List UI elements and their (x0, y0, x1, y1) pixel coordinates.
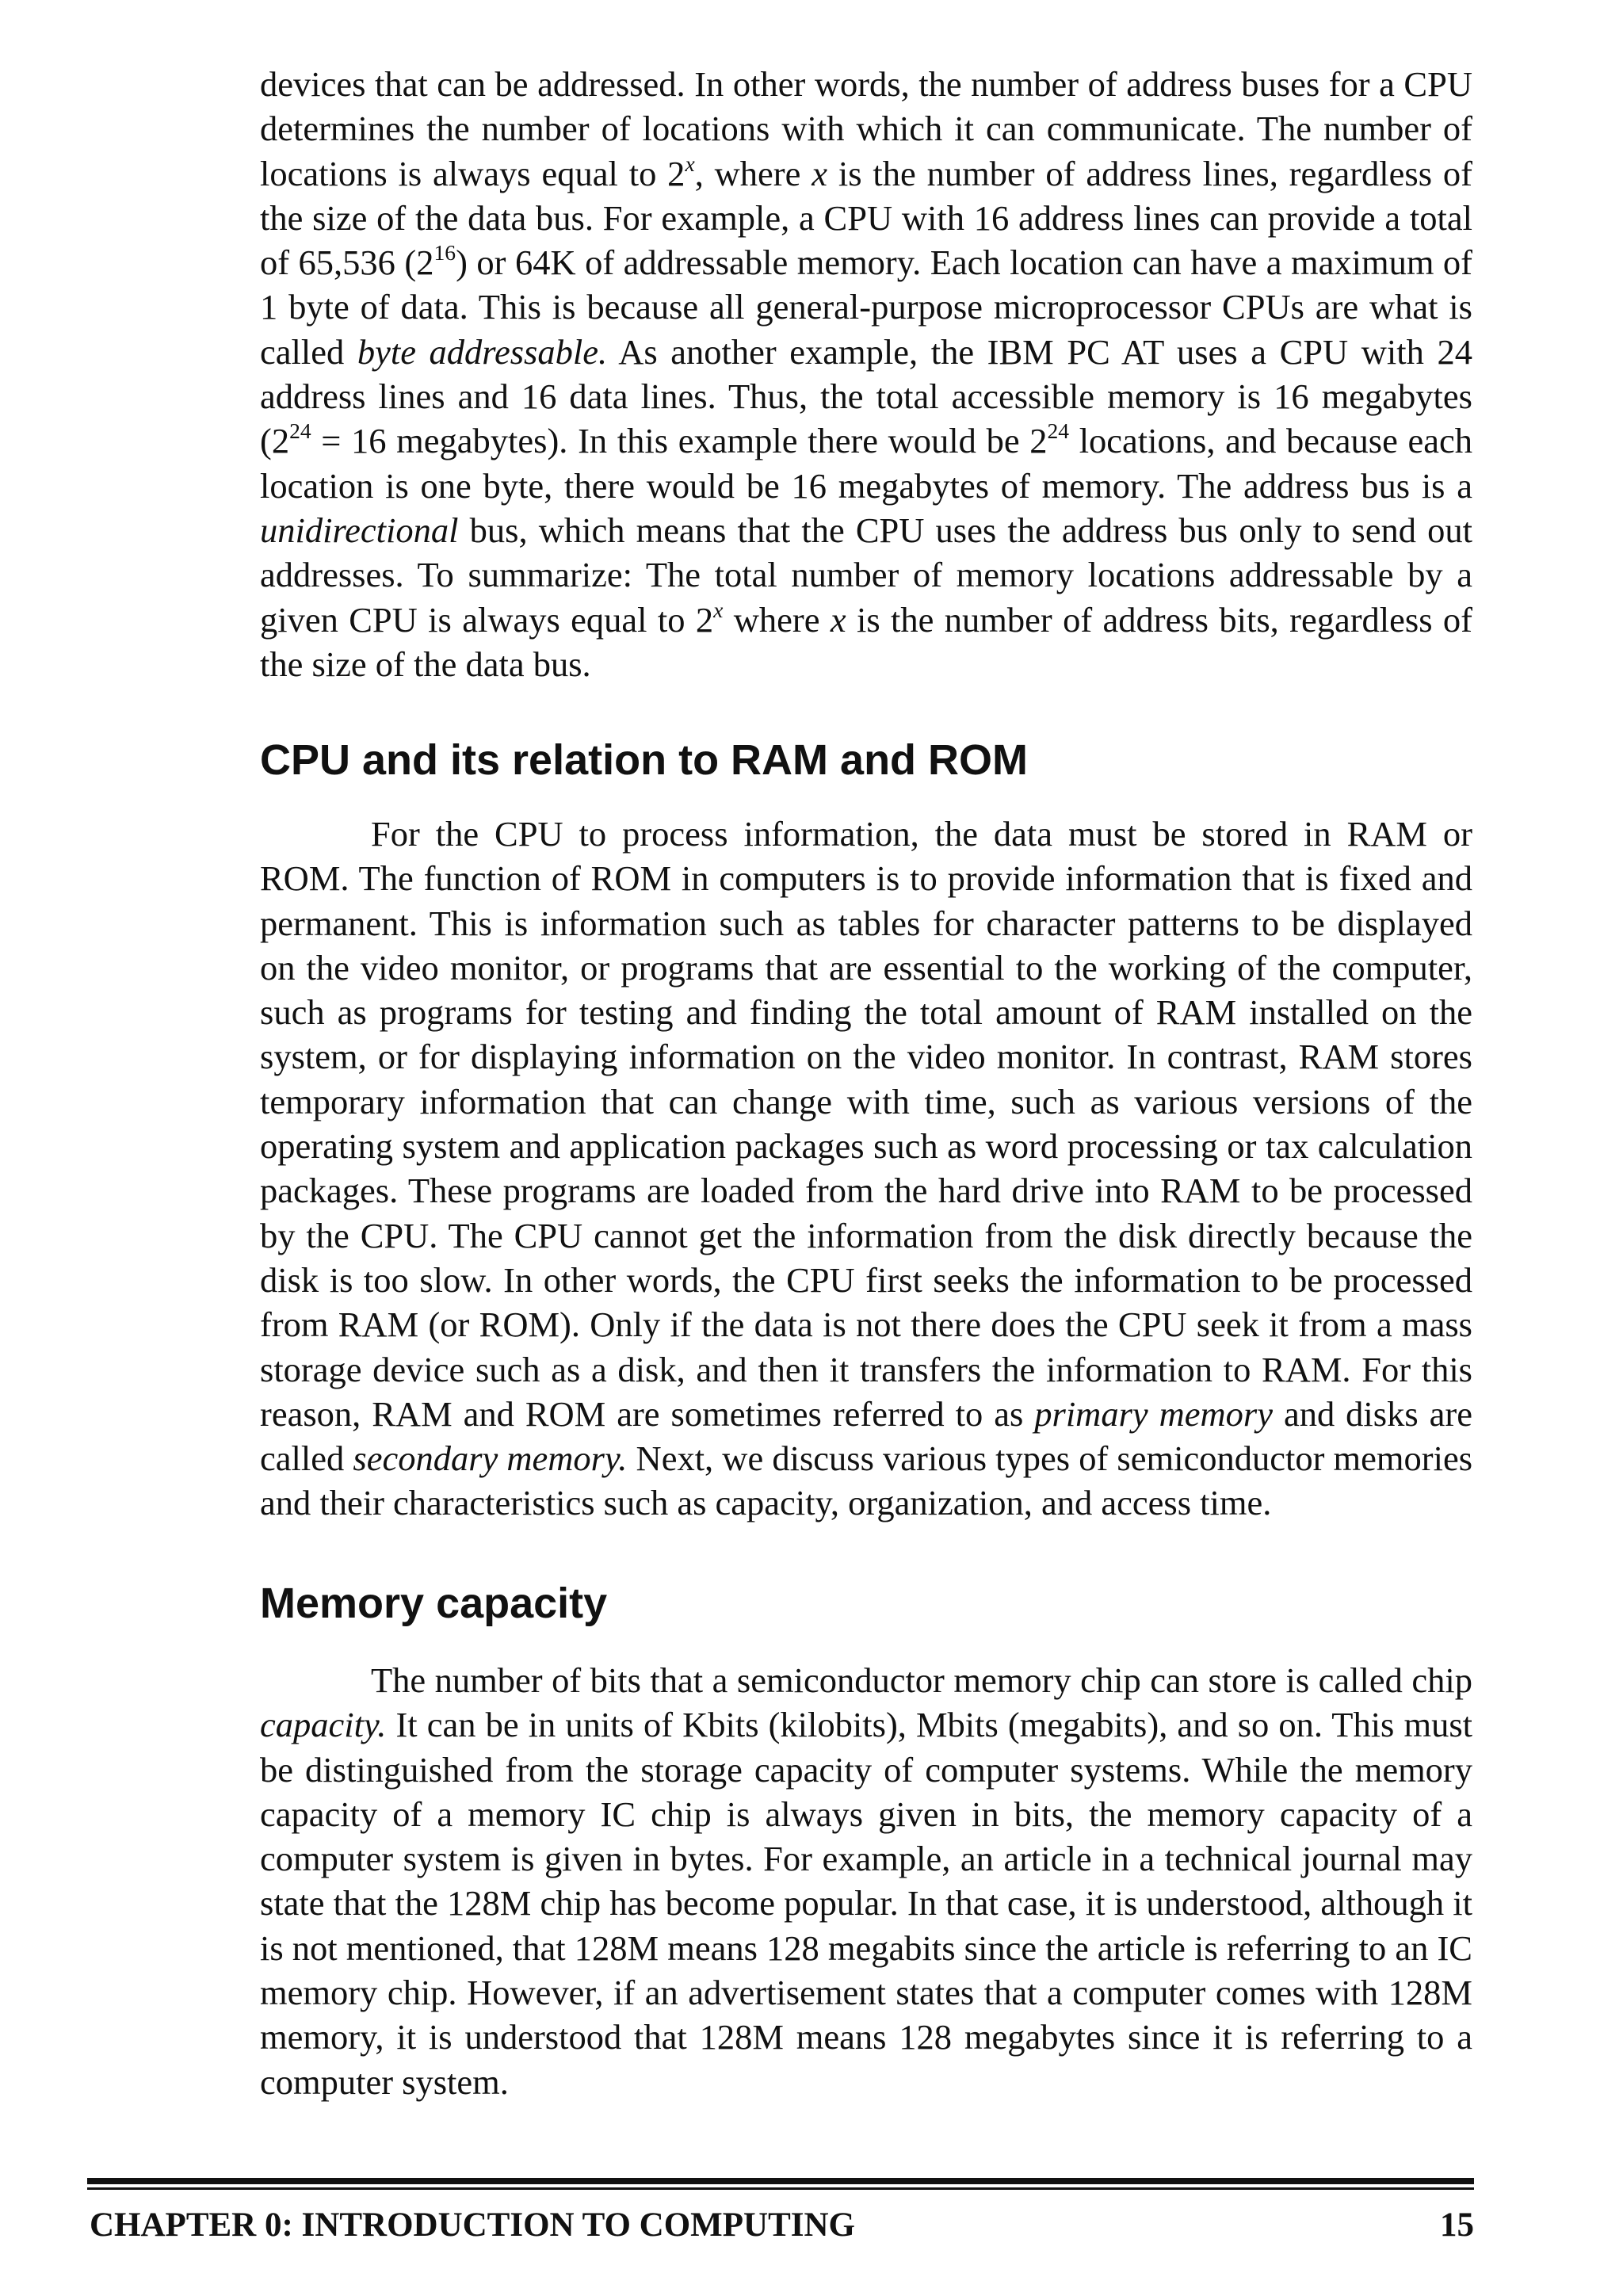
section-heading-memory-capacity: Memory capacity (260, 1580, 608, 1627)
footer-rule-thin (87, 2187, 1474, 2190)
paragraph-memory-capacity-text: The number of bits that a semiconductor memory chip can store is called chip capacity. It can be in units of Kbits (kilobits), Mbits (megabits), and so on. This must be distinguished from the storage capacity of computer systems. While the memory capacity of a memory IC chip is always given in bits, the memory capacity of a computer system is given in bytes. For example, an article in a technical journal may state that the 128M chip has become popular. In that case, it is understood, although it is not mentioned, that 128M means 128 megabits since the article is referring to an IC memory chip. However, if an advertisement states that a computer comes with 128M memory, it is understood that 128M means 128 megabytes since it is referring to a computer system. (260, 1660, 1472, 2102)
paragraph-address-bus (260, 62, 1472, 686)
paragraph-cpu-ram-rom-text: For the CPU to process information, the data must be stored in RAM or ROM. The function of ROM in computers is to provide information that is fixed and permanent. This is information such as tables for character patterns to be displayed on the video monitor, or programs that are essential to the working of the computer, such as programs for testing and finding the total amount of RAM installed on the system, or for displaying information on the video monitor. In contrast, RAM stores temporary information that can change with time, such as various versions of the operating system and application packages such as word processing or tax calculation packages. These programs are loaded from the hard drive into RAM to be processed by the CPU. The CPU cannot get the information from the disk directly because the disk is too slow. In other words, the CPU first seeks the information to be processed from RAM (or ROM). Only if the data is not there does the CPU seek it from a mass storage device such as a disk, and then it transfers the information to RAM. For this reason, RAM and ROM are sometimes referred to as primary memory and disks are called secondary memory. Next, we discuss various types of semiconductor memories and their characteristics such as capacity, organization, and access time. (260, 814, 1473, 1523)
running-footer-chapter: CHAPTER 0: INTRODUCTION TO COMPUTING (90, 2206, 855, 2244)
section-heading-cpu-ram-rom: CPU and its relation to RAM and ROM (260, 736, 1029, 784)
footer-rule (87, 2178, 1474, 2184)
paragraph-cpu-ram-rom (260, 812, 1472, 1526)
paragraph-address-bus-text: devices that can be addressed. In other words, the number of address buses for a CPU determines the number of locations with which it can communicate. The number of locations is always equal to 2$^x$, where x is the number of address lines, regardless of the size of the data bus. For example, a CPU with 16 address lines can provide a total of 65,536 $(2^{16})$ or 64K of addressable memory. Each location can have a maximum of 1 byte of data. This is because all general-purpose microprocessor CPUs are what is called byte addressable. As another example, the IBM PC AT uses a CPU with 24 address lines and 16 data lines. Thus, the total accessible memory is 16 megabytes ($2^{24} = 16$ megabytes). In this example there would be $2^{24}$ locations, and because each location is one byte, there would be 16 megabytes of memory. The address bus is a unidirectional bus, which means that the CPU uses the address bus only to send out addresses. To summarize: The total number of memory locations addressable by a given CPU is always equal to 2$^x$ where x is the number of address bits, regardless of the size of the data bus. (260, 64, 1472, 684)
page-number: 15 (1440, 2206, 1474, 2244)
paragraph-memory-capacity (260, 1658, 1472, 2104)
